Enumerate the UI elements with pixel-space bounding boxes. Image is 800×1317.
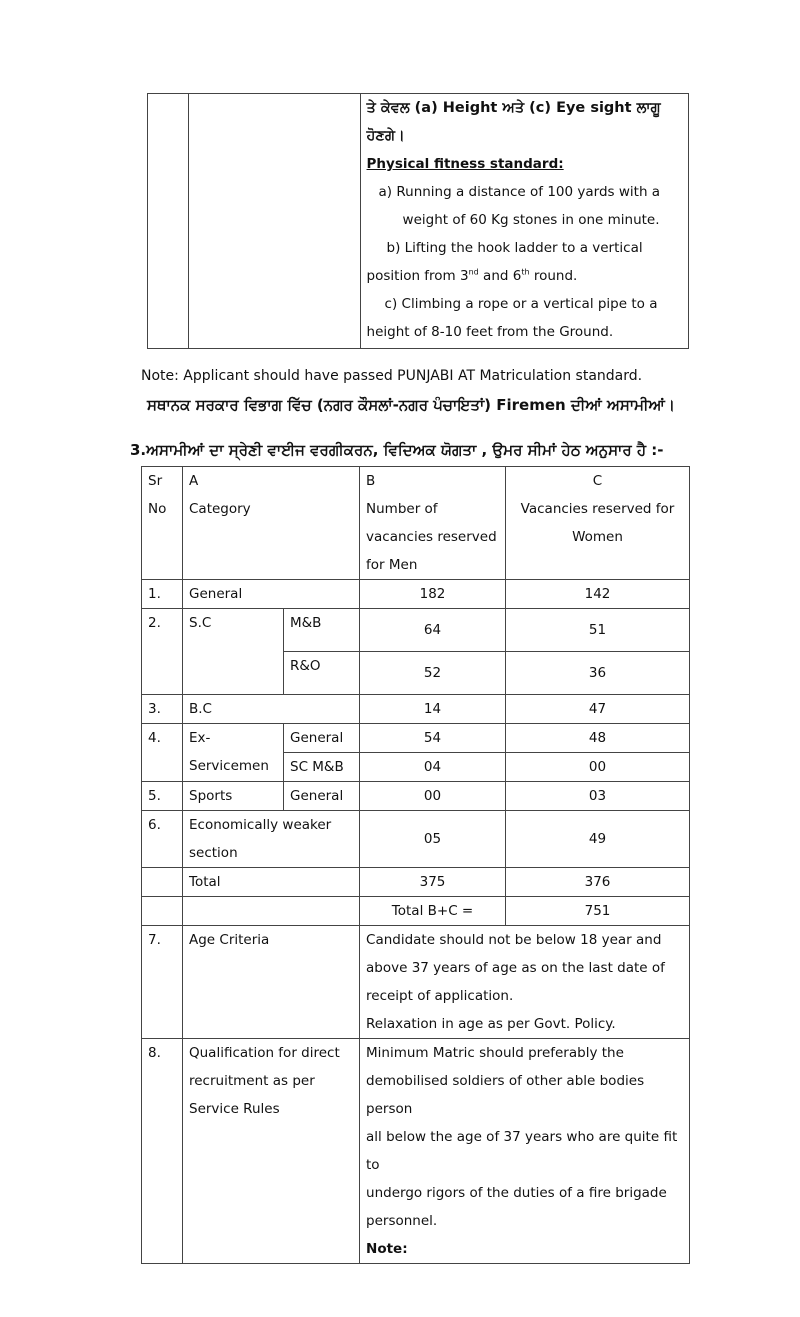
women-vacancies: 51: [506, 609, 690, 652]
women-vacancies: 142: [506, 580, 690, 609]
category-line: Servicemen: [189, 758, 269, 774]
women-vacancies: 49: [506, 811, 690, 868]
table-row: [142, 811, 690, 868]
category-line: Service Rules: [189, 1101, 280, 1117]
category-line: recruitment as per: [189, 1073, 315, 1089]
category-line: Ex-: [189, 730, 211, 746]
header-sr-label: Sr: [148, 473, 163, 489]
header-b-label: B: [366, 473, 376, 489]
subcategory-cell: General: [284, 782, 360, 811]
fitness-item-b-line-2: [367, 262, 682, 290]
table-row: [142, 782, 690, 811]
age-criteria-line: receipt of application.: [366, 988, 514, 1004]
row-number: 8.: [142, 1039, 183, 1264]
total-women: 376: [506, 868, 690, 897]
table-row: [142, 926, 690, 1039]
age-criteria-line: above 37 years of age as on the last date of: [366, 960, 665, 976]
men-vacancies: 52: [360, 652, 506, 695]
empty-cell: [188, 94, 360, 349]
superscript: th: [521, 267, 530, 277]
text-part: round.: [529, 268, 578, 284]
header-category: [183, 467, 360, 580]
subcategory-cell: General: [284, 724, 360, 753]
qualification-line: personnel.: [366, 1213, 438, 1229]
eligibility-line-1: ਤੇ ਕੇਵਲ (a) Height ਅਤੇ (c) Eye sight ਲਾਗੂ: [366, 100, 661, 116]
department-line: ਸਥਾਨਕ ਸਰਕਾਰ ਵਿਭਾਗ ਵਿੱਚ (ਨਗਰ ਕੌਸਲਾਂ-ਨਗਰ ਪੰਚਾਇਤਾਂ) Firemen ਦੀਆਂ ਅਸਾਮੀਆਂ।: [147, 396, 675, 414]
header-men: [360, 467, 506, 580]
superscript: nd: [468, 267, 479, 277]
category-line: Economically weaker: [189, 817, 332, 833]
total-label: Total: [183, 868, 360, 897]
section-heading: 3.ਅਸਾਮੀਆਂ ਦਾ ਸ੍ਰੇਣੀ ਵਾਈਜ ਵਰਗੀਕਰਨ, ਵਿਦਿਅਕ ਯੋਗਤਾ , ਉਮਰ ਸੀਮਾਂ ਹੇਠ ਅਨੁਸਾਰ ਹੈ :-: [130, 441, 664, 459]
fitness-item-a-line-2: weight of 60 Kg stones in one minute.: [402, 212, 660, 228]
age-relaxation-line: Relaxation in age as per Govt. Policy.: [366, 1016, 616, 1032]
header-men-label: Number of vacancies reserved for Men: [366, 501, 497, 573]
table-header-row: [142, 467, 690, 580]
row-number: 3.: [142, 695, 183, 724]
men-vacancies: 00: [360, 782, 506, 811]
vacancy-table: [141, 466, 690, 1264]
subcategory-cell: SC M&B: [284, 753, 360, 782]
header-sr: [142, 467, 183, 580]
men-vacancies: 64: [360, 609, 506, 652]
women-vacancies: 47: [506, 695, 690, 724]
fitness-item-a-line-1: a) Running a distance of 100 yards with a: [378, 184, 661, 200]
fitness-table: [147, 93, 689, 349]
women-vacancies: 48: [506, 724, 690, 753]
men-vacancies: 05: [360, 811, 506, 868]
table-row: [142, 695, 690, 724]
row-number: 7.: [142, 926, 183, 1039]
category-cell: [183, 1039, 360, 1264]
empty-cell: [148, 94, 189, 349]
age-criteria-line: Candidate should not be below 18 year and: [366, 932, 662, 948]
row-number: 6.: [142, 811, 183, 868]
men-vacancies: 54: [360, 724, 506, 753]
subcategory-cell: R&O: [284, 652, 360, 695]
fitness-item-c-line-1: c) Climbing a rope or a vertical pipe to a: [384, 296, 658, 312]
eligibility-line-2: ਹੋਣਗੇ।: [366, 128, 405, 144]
men-vacancies: 14: [360, 695, 506, 724]
row-number: 2.: [142, 609, 183, 695]
header-c-label: C: [592, 473, 603, 489]
table-row: [142, 724, 690, 753]
grand-total-label: Total B+C =: [360, 897, 506, 926]
women-vacancies: 03: [506, 782, 690, 811]
category-line: section: [189, 845, 238, 861]
header-category-label: Category: [189, 501, 251, 517]
total-men: 375: [360, 868, 506, 897]
text-part: and 6: [478, 268, 522, 284]
fitness-content-cell: [360, 94, 688, 349]
qualification-line: demobilised soldiers of other able bodies person: [366, 1073, 645, 1117]
men-vacancies: 04: [360, 753, 506, 782]
row-number: 4.: [142, 724, 183, 782]
qualification-cell: [360, 1039, 690, 1264]
category-line: Qualification for direct: [189, 1045, 340, 1061]
physical-fitness-heading: Physical fitness standard:: [366, 156, 564, 172]
grand-total-value: 751: [506, 897, 690, 926]
women-vacancies: 36: [506, 652, 690, 695]
fitness-item-c-line-2: height of 8-10 feet from the Ground.: [366, 324, 614, 340]
category-cell: Sports: [183, 782, 284, 811]
empty-cell: [142, 868, 183, 897]
category-cell: Age Criteria: [183, 926, 360, 1039]
header-women-label: Vacancies reserved for Women: [520, 501, 675, 545]
men-vacancies: 182: [360, 580, 506, 609]
category-cell: [183, 811, 360, 868]
women-vacancies: 00: [506, 753, 690, 782]
fitness-item-b-line-1: b) Lifting the hook ladder to a vertical: [386, 240, 643, 256]
qualification-note-label: Note:: [366, 1241, 408, 1257]
table-row: [142, 580, 690, 609]
empty-cell: [183, 897, 360, 926]
category-cell: [183, 724, 284, 782]
category-cell: S.C: [183, 609, 284, 695]
table-row: [148, 94, 689, 349]
table-row: [142, 609, 690, 652]
text-part: position from 3: [366, 268, 469, 284]
row-number: 1.: [142, 580, 183, 609]
header-a-label: A: [189, 473, 199, 489]
age-criteria-cell: [360, 926, 690, 1039]
category-cell: General: [183, 580, 360, 609]
qualification-line: all below the age of 37 years who are quite fit to: [366, 1129, 678, 1173]
row-number: 5.: [142, 782, 183, 811]
total-row: [142, 868, 690, 897]
qualification-line: Minimum Matric should preferably the: [366, 1045, 624, 1061]
header-no-label: No: [148, 501, 167, 517]
qualification-line: undergo rigors of the duties of a fire brigade: [366, 1185, 667, 1201]
grand-total-row: [142, 897, 690, 926]
header-women: [506, 467, 690, 580]
table-row: [142, 1039, 690, 1264]
subcategory-cell: M&B: [284, 609, 360, 652]
empty-cell: [142, 897, 183, 926]
applicant-note: Note: Applicant should have passed PUNJABI AT Matriculation standard.: [141, 368, 643, 384]
category-cell: B.C: [183, 695, 360, 724]
